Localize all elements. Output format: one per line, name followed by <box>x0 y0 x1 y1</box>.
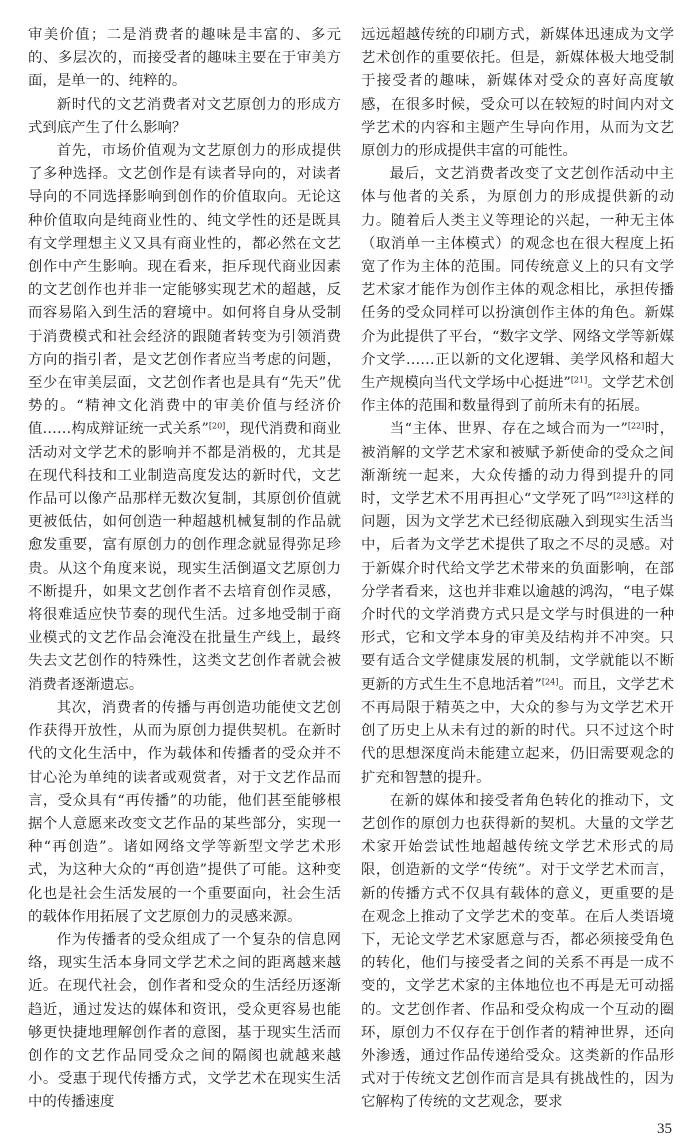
paragraph <box>361 163 674 418</box>
paragraph-text: 在新的媒体和接受者角色转化的推动下，文艺创作的原创力也获得新的契机。大量的文学艺术家开始尝试性地超越传统文学艺术形式的局限，创造新的文学“传统”。对于文学艺术而言，新的传播方式不仅具有载体的意义，更重要的是在观念上推动了文学艺术的变革。在后人类语境下，无论文学艺术家愿意与否，都必须接受角色的转化，他们与接受者之间的关系不再是一成不变的，文学艺术家的主体地位也不再是无可动摇的。文艺创作者、作品和受众构成一个互动的圈环，原创力不仅存在于创作者的精神世界，还向外渗透，通过作品传递给受众。这类新的作品形式对于传统文艺创作而言是具有挑战性的，因为它解构了传统的文艺观念，要求 <box>361 792 674 1111</box>
paragraph <box>361 418 674 789</box>
paragraph <box>28 94 341 140</box>
paragraph-text: 最后，文艺消费者改变了文艺创作活动中主体与他者的关系，为原创力的形成提供新的动力。随着后人类主义等理论的兴起，一种无主体（取消单一主体模式）的观念也在很大程度上拓宽了作为主体的范围。同传统意义上的只有文学艺术家才能作为创作主体的观念相比，承担传播任务的受众同样可以扮演创作主体的角色。新媒介为此提供了平台，“数字文学、网络文学等新媒介文学……正以新的文化逻辑、美学风格和超大生产规模向当代文学场中心挺进” <box>361 166 674 392</box>
left-column <box>28 24 341 1115</box>
paragraph-text: 时，被消解的文学艺术家和被赋予新使命的受众之间渐渐统一起来，大众传播的动力得到提升的同时，文学艺术不用再担心“文学死了吗” <box>361 421 674 508</box>
paragraph-text: 审美价值；二是消费者的趣味是丰富的、多元的、多层次的，而接受者的趣味主要在于审美方面，是单一的、纯粹的。 <box>28 27 341 90</box>
right-column <box>361 24 674 1115</box>
paragraph <box>361 790 674 1115</box>
paragraph-text: 。而且，文学艺术不再局限于精英之中，大众的参与为文学艺术开创了历史上从未有过的新的时代。只不过这个时代的思想深度尚未能建立起来，仍旧需要观念的扩充和智慧的提升。 <box>361 676 674 786</box>
citation-reference: [20] <box>208 422 226 432</box>
citation-reference: [21] <box>570 375 588 385</box>
citation-reference: [23] <box>613 491 630 501</box>
paragraph-text: 首先，市场价值观为文艺原创力的形成提供了多种选择。文艺创作是有读者导向的，对读者导向的不同选择影响到创作的价值取向。无论这种价值取向是纯商业性的、纯文学性的还是既具有文学理想主义又具有商业性的，都必然在文艺创作中产生影响。现在看来，拒斥现代商业因素的文艺创作也并非一定能够实现艺术的超越，反而容易陷入到生活的窘境中。如何将自身从受制于消费模式和社会经济的跟随者转变为引领消费方向的指引者，是文艺创作者应当考虑的问题，至少在审美层面，文艺创作者也是具有“先天”优势的。“精神文化消费中的审美价值与经济价值……构成辩证统一式关系” <box>28 143 341 438</box>
citation-reference: [24] <box>541 677 559 687</box>
paragraph-text: ，现代消费和商业活动对文学艺术的影响并不都是消极的，尤其是在现代科技和工业制造高度发达的新时代，文艺作品可以像产品那样无数次复制，其原创价值就更被低估，如何创造一种超越机械复制的作品就愈发重要，富有原创力的创作理念就显得弥足珍贵。从这个角度来说，现实生活倒逼文艺原创力不断提升，如果文艺创作者不去培育创作灵感，将很难适应快节奏的现代生活。过多地受制于商业模式的文艺作品会淹没在批量生产线上，最终失去文艺创作的特殊性，这类文艺创作者就会被消费者逐渐遗忘。 <box>28 421 341 693</box>
paragraph <box>28 929 341 1115</box>
paragraph <box>28 697 341 929</box>
paragraph-text: 这样的问题，因为文学艺术已经彻底融入到现实生活当中，后者为文学艺术提供了取之不尽的灵感。对于新媒介时代给文学艺术带来的负面影响，在部分学者看来，这也并非难以逾越的鸿沟，“电子媒介时代的文学消费方式只是文学与时俱进的一种形式，它和文学本身的审美及结构并不冲突。只要有适合文学健康发展的机制，文学就能以不断更新的方式生生不息地活着” <box>361 491 674 693</box>
citation-reference: [22] <box>627 422 645 432</box>
page-number: 35 <box>657 1120 672 1137</box>
paragraph-text: 新时代的文艺消费者对文艺原创力的形成方式到底产生了什么影响？ <box>28 96 341 136</box>
paragraph <box>28 24 341 94</box>
paragraph <box>361 24 674 163</box>
page-footer <box>0 1117 700 1147</box>
paragraph-text: 。文学艺术创作主体的范围和数量得到了前所未有的拓展。 <box>361 375 674 415</box>
paragraph <box>28 140 341 697</box>
paragraph-text: 当“主体、世界、存在之域合而为一” <box>389 421 628 438</box>
paragraph-text: 其次，消费者的传播与再创造功能使文艺创作获得开放性，从而为原创力提供契机。在新时代的文化生活中，作为载体和传播者的受众并不甘心沦为单纯的读者或观赏者，对于文艺作品而言，受众具有“再传播”的功能，他们甚至能够根据个人意愿来改变文艺作品的某些部分，实现一种“再创造”。诸如网络文学等新型文学艺术形式，为这种大众的“再创造”提供了可能。这种变化也是社会生活发展的一个重要面向，社会生活的载体作用拓展了文艺原创力的灵感来源。 <box>28 699 341 925</box>
paragraph-text: 远远超越传统的印刷方式，新媒体迅速成为文学艺术创作的重要依托。但是，新媒体极大地受制于接受者的趣味，新媒体对受众的喜好高度敏感，在很多时候，受众可以在较短的时间内对文学艺术的内容和主题产生导向作用，从而为文艺原创力的形成提供丰富的可能性。 <box>361 27 674 160</box>
paragraph-text: 作为传播者的受众组成了一个复杂的信息网络，现实生活本身同文学艺术之间的距离越来越近。在现代社会，创作者和受众的生活经历逐渐趋近，通过发达的媒体和资讯，受众更容易也能够更快捷地理解创作者的意图，基于现实生活而创作的文艺作品同受众之间的隔阂也就越来越小。受惠于现代传播方式，文学艺术在现实生活中的传播速度 <box>28 931 341 1111</box>
